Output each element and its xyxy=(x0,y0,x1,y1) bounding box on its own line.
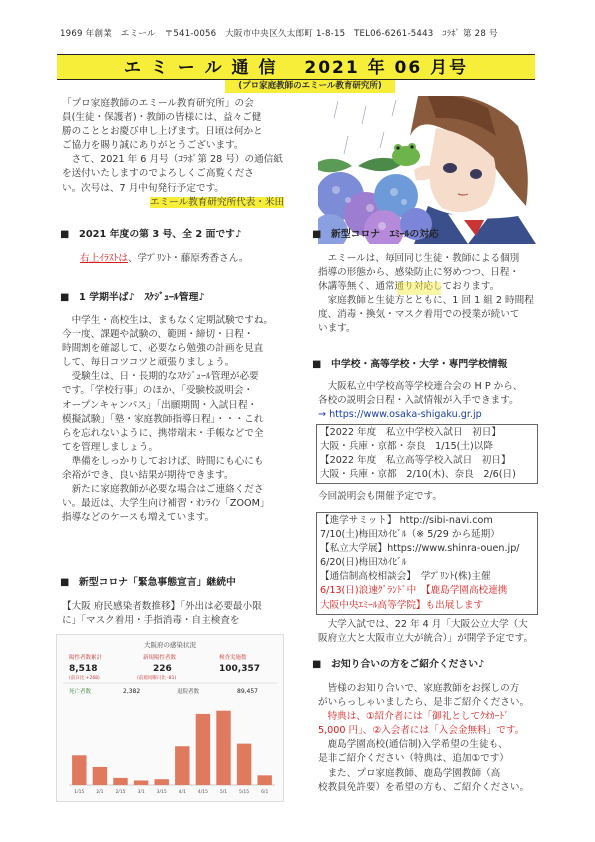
intro-line: 員(生徒・保護者)・教師の皆様には、益々ご健 xyxy=(62,112,262,124)
signature-line xyxy=(150,196,320,210)
newsletter-subtitle: (プロ家庭教師のエミール教育研究所) xyxy=(225,80,395,93)
stat-new xyxy=(137,653,177,681)
referral-line: 皆様のお知り合いで、家庭教師をお探しの方 xyxy=(318,683,520,694)
schedule-line: 新たに家庭教師が必要な場合はご連絡くださ xyxy=(62,484,264,496)
stat-value: 226 xyxy=(153,664,172,674)
intro-paragraph xyxy=(62,97,318,196)
referral-line: がいらっしゃいましたら、是非ご紹介ください。 xyxy=(318,697,530,709)
briefing-note: 今回説明会も開催予定です。 xyxy=(318,491,442,502)
exam-date-line: 【2022 年度 私立中学校入試日 初日】 xyxy=(320,427,501,438)
schedule-line: して、毎日コツコツと頑張りましょう。 xyxy=(62,357,235,369)
schedule-line: 中学生・高校生は、まもなく定期試験ですね。 xyxy=(62,315,274,326)
intro-line: 「プロ家庭教師のエミール教育研究所」の会 xyxy=(62,98,254,109)
chart-bar xyxy=(257,775,271,785)
schedule-line: 模擬試験」「塾・家庭教師指導日程」・・・これ xyxy=(62,413,264,425)
schedule-line: 受験生は、日・長期的なｽｹｼﾞｭｰﾙ管理が必要 xyxy=(62,371,259,383)
signature: エミール教育研究所代表・米田 xyxy=(150,197,285,208)
event-line[interactable]: 【進学サミット】 http://sibi-navi.com xyxy=(320,515,493,526)
event-line: 大阪中央ｴﾐｰﾙ高等学院】も出展します xyxy=(320,599,484,611)
emergency-paragraph xyxy=(62,600,300,628)
exam-date-line: 大阪・兵庫・京都 2/10(木)、奈良 2/6(日) xyxy=(320,469,516,481)
intro-line: を送付いたしますのでよろしくご高覧くださ xyxy=(62,168,254,180)
chart-bar xyxy=(93,767,107,785)
schedule-line: 今一度、課題や試験の、範囲・締切・日程・ xyxy=(62,329,254,341)
university-line: 大学入試では、22 年 4 月「大阪公立大学（大 xyxy=(318,619,528,630)
event-line: 6/20(日)梅田ｽｶｲﾋﾞﾙ xyxy=(320,557,407,569)
emergency-line: に」「マスク着用・手指消毒・自主検査を xyxy=(62,615,240,627)
corona-line: エミールは、毎回同じ生徒・教師による個別 xyxy=(318,253,520,264)
title-banner xyxy=(57,54,535,80)
stat-label: 新規陽性者数 xyxy=(143,655,177,661)
stat-value: 8,518 xyxy=(69,664,98,674)
corona-line: 指導の形態から、感染防止に努めつつ、日程・ xyxy=(318,267,520,279)
stat-value: 2,382 xyxy=(123,688,141,695)
intro-line: 勝のこととお慶び申し上げます。日頃は何かと xyxy=(62,126,263,138)
schedule-line: てを管理しましょう。 xyxy=(62,441,158,453)
stat-value: 89,457 xyxy=(237,688,258,695)
chart-x-label: 4/15 xyxy=(197,790,208,795)
referral-paragraph xyxy=(318,682,540,795)
newsletter-title: エ ミ ー ル 通 信 2021 年 06 月号 xyxy=(123,58,469,78)
corona-line: 度、消毒・換気・マスク着用での授業が続いて xyxy=(318,309,520,321)
section-heading-corona-response: ■ 新型コロナ ｴﾐｰﾙの対応 xyxy=(312,229,439,240)
stat-label: 退院者数 xyxy=(177,689,200,695)
stat-value: 100,357 xyxy=(219,664,260,674)
section-heading-schools: ■ 中学校・高等学校・大学・専門学校情報 xyxy=(312,359,508,370)
corona-line: 家庭教師と生徒方とともに、1 回 1 組 2 時間程 xyxy=(318,295,534,307)
section-heading-referral: ■ お知り合いの方をご紹介ください♪ xyxy=(312,659,485,670)
illustration-credit xyxy=(80,252,248,266)
exam-dates-box xyxy=(316,424,538,484)
exam-date-line: 【2022 年度 私立高等学校入試日 初日】 xyxy=(320,455,511,467)
stat-recovered xyxy=(177,687,258,695)
chart-x-label: 2/15 xyxy=(115,790,126,795)
chart-x-label: 3/1 xyxy=(137,790,145,795)
chart-bar xyxy=(216,711,230,785)
referral-line: 校教員免許要）を希望の方も、ご紹介ください。 xyxy=(318,781,530,793)
chart-title: 大阪府の感染状況 xyxy=(144,641,196,649)
schedule-line: です。「学校行事」のほか、「受験校説明会・ xyxy=(62,385,254,397)
schedule-paragraph xyxy=(62,314,300,525)
girl-hydrangea-illustration xyxy=(318,96,536,244)
referral-line: 鹿島学園高校(通信制)入学希望の生徒も、 xyxy=(318,739,508,751)
osaka-covid-chart xyxy=(56,634,284,802)
section-heading-emergency: ■ 新型コロナ「緊急事態宣言」継続中 xyxy=(60,577,236,588)
schedule-line: オープンキャンパス」「出願期間・入試日程・ xyxy=(62,399,258,411)
section-heading-schedule: ■ 1 学期半ば♪ ｽｹｼﾞｭｰﾙ管理♪ xyxy=(60,292,205,303)
stat-sub: (前週同曜日比 -81) xyxy=(137,676,177,681)
schools-line: 大阪私立中学校高等学校連合会の H P から、 xyxy=(318,381,523,392)
highlight-mark xyxy=(397,282,441,295)
stat-tests xyxy=(219,653,260,674)
chart-svg xyxy=(57,635,283,801)
university-paragraph xyxy=(318,618,540,646)
stat-cases xyxy=(69,653,103,681)
chart-bar xyxy=(113,778,127,785)
chart-plot-area xyxy=(69,711,275,795)
illustration-svg xyxy=(318,96,536,244)
events-box xyxy=(316,512,538,615)
chart-bar xyxy=(154,779,168,785)
event-line: 【通信制高校相談会】 学ﾌﾟﾘﾝﾄ(株)主催 xyxy=(320,571,491,583)
chart-bar xyxy=(196,714,210,785)
masthead-line: 1969 年創業 エミール 〒541-0056 大阪市中央区久太郎町 1-8-15 TEL06-6261-5443 ｺﾗﾎﾞ 第 28 号 xyxy=(60,29,498,39)
intro-line: さて、2021 年 6 月号（ｺﾗﾎﾞ第 28 号）の通信紙 xyxy=(62,154,283,166)
schools-paragraph xyxy=(318,380,540,422)
chart-bar xyxy=(237,744,251,785)
event-line: 6/13(日)浪速ｸﾞﾗﾝﾄﾞ中 【鹿島学園高校連携 xyxy=(320,585,508,597)
chart-bar xyxy=(175,746,189,785)
exam-date-line: 大阪・兵庫・京都・奈良 1/15(土)以降 xyxy=(320,441,493,453)
schedule-line: らを忘れないように、携帯端末・手帳などで全 xyxy=(62,427,264,439)
schedule-line: 準備をしっかりしておけば、時間にも心にも xyxy=(62,455,264,467)
schedule-line: い。最近は、大学生向け補習・ｵﾝﾗｲﾝ「ZOOM」 xyxy=(62,498,270,510)
chart-x-label: 5/1 xyxy=(219,790,228,795)
chart-x-label: 6/1 xyxy=(261,790,269,795)
university-line: 阪府立大と大阪市立大が統合）」が開学予定です。 xyxy=(318,633,534,645)
intro-line: ご協力を賜り誠にありがとうございます。 xyxy=(62,140,244,152)
chart-bar xyxy=(72,755,86,785)
schools-line: 各校の説明会日程・入試情報が入手できます。 xyxy=(318,395,519,407)
referral-line: また、プロ家庭教師、鹿島学園教師（高 xyxy=(318,767,501,779)
credit-red: 右上ｲﾗｽﾄは xyxy=(80,253,128,264)
schedule-line: 指導などのケースも増えています。 xyxy=(62,512,215,524)
stat-sub: (前日比 +268) xyxy=(69,676,100,681)
chart-x-label: 5/15 xyxy=(239,790,250,795)
section-heading-issue: ■ 2021 年度の第 3 号、全 2 面です♪ xyxy=(60,229,242,240)
stat-deaths xyxy=(69,687,140,695)
chart-bar xyxy=(134,780,148,785)
chart-x-label: 4/1 xyxy=(178,790,186,795)
intro-line: い。次号は、7 月中旬発行予定です。 xyxy=(62,182,224,194)
schedule-line: 時間割を確認して、必要なら勉強の計画を見直 xyxy=(62,343,264,355)
corona-line: います。 xyxy=(318,323,356,335)
event-line[interactable]: 【私立大学展】https://www.shinra-ouen.jp/ xyxy=(320,543,520,555)
chart-x-label: 2/1 xyxy=(96,790,104,795)
schedule-line: 余裕ができ、良い結果が期待できます。 xyxy=(62,470,234,482)
stat-label: 死亡者数 xyxy=(69,689,92,695)
referral-line: 5,000 円」、②入会者には「入会金無料」です。 xyxy=(318,725,525,737)
chart-x-label: 3/15 xyxy=(156,790,167,795)
emergency-line: 【大阪 府民感染者数推移】「外出は必要最小限 xyxy=(62,601,262,612)
corona-line: 休講等無く、通常通り対応しております。 xyxy=(318,281,500,293)
event-line: 7/10(土)梅田ｽｶｲﾋﾞﾙ（※ 5/29 から延期） xyxy=(320,529,500,541)
chart-x-label: 1/15 xyxy=(74,790,85,795)
stat-label: 検査実施数 xyxy=(219,655,247,661)
referral-line: 是非ご紹介ください（特典は、追加①です） xyxy=(318,753,509,765)
credit-text: 、学ﾌﾟﾘﾝﾄ・藤原秀香さん。 xyxy=(127,253,249,264)
referral-line: 特典は、①紹介者には「御礼としてｸｵｶｰﾄﾞ xyxy=(318,711,509,723)
stat-label: 陽性者数累計 xyxy=(69,655,103,661)
schools-url[interactable]: → https://www.osaka-shigaku.gr.jp xyxy=(318,409,482,421)
